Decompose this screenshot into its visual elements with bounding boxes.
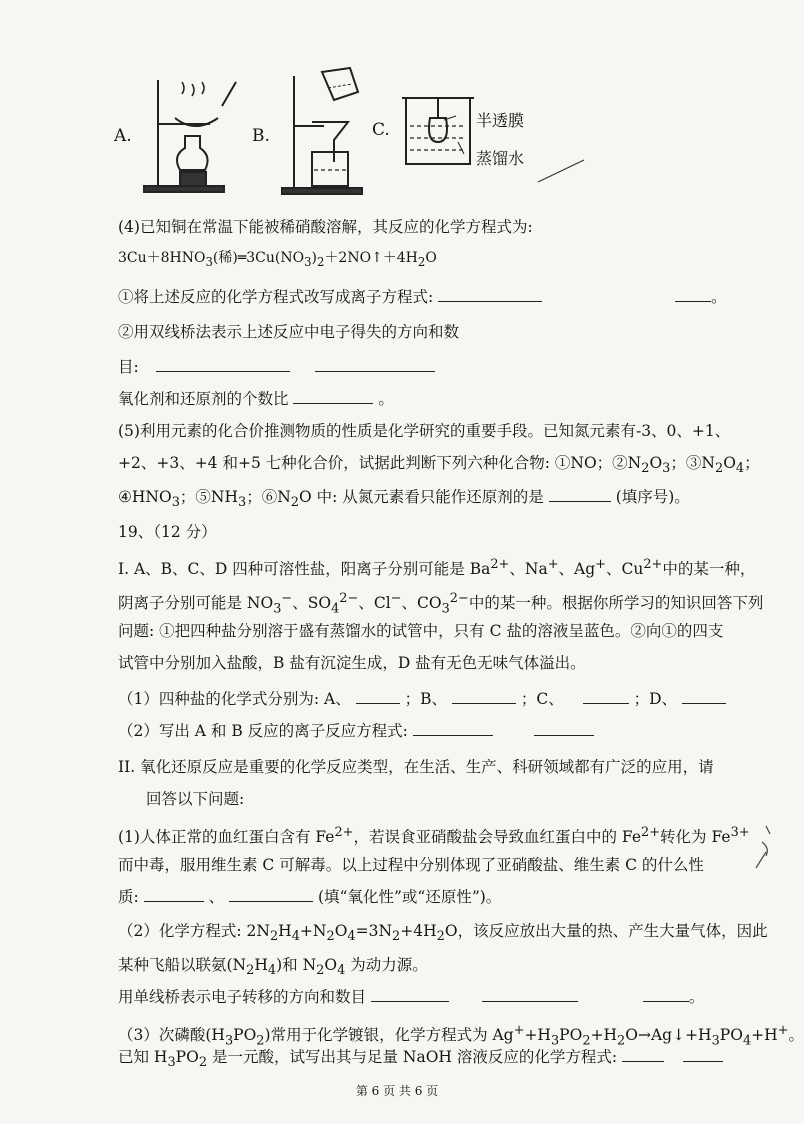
q19-q1-c: ；C、 — [520, 690, 564, 708]
filtration-apparatus-figure — [278, 66, 368, 196]
q4-equation: $3Cu+8HNO_3$(稀)$═3Cu(NO_3)_2+2NO↑+4H_2O$ — [118, 250, 437, 269]
q4-sub3-period: 。 — [378, 390, 394, 408]
q19-ii-q1-hint: (填“氧化性”或“还原性”)。 — [318, 888, 502, 906]
q19-ii-q2-end: 。 — [688, 988, 705, 1006]
q19-q1-blank-b[interactable] — [452, 689, 516, 704]
q4-sub2-blank[interactable] — [156, 357, 290, 372]
q19-ii-q1-blank-1[interactable] — [144, 887, 204, 902]
q19-p1: I. A、B、C、D 四种可溶性盐，阳离子分别可能是 $Ba^{2+}$、Na+、Ag+、$Cu^{2+}$中的某一种， — [118, 557, 756, 579]
q19-p2: 阴离子分别可能是 $NO_3^-$、$SO_4^{2-}$、Cl−、$CO_3^{2-}$中的某一种。根据你所学习的知识回答下列 — [118, 591, 764, 617]
q19-q1-text: （1）四种盐的化学式分别为: A、 — [118, 690, 351, 708]
q4-sub1 — [118, 286, 727, 308]
option-a-label: A. — [114, 126, 132, 146]
option-c-label: C. — [372, 120, 390, 140]
q19-ii-q3-blank-1[interactable] — [622, 1047, 664, 1062]
q4-sub3-blank[interactable] — [293, 389, 373, 404]
q4-sub2-cont — [118, 356, 435, 378]
q19-ii-2: 回答以下问题: — [146, 790, 245, 808]
q19-ii-q2-blank-3[interactable] — [643, 987, 689, 1002]
q19-q1-blank-a[interactable] — [356, 689, 400, 704]
q4-sub1-blank-2[interactable] — [675, 287, 711, 302]
q19-ii-q3-blank-2[interactable] — [683, 1047, 723, 1062]
q19-q1-blank-d[interactable] — [682, 689, 726, 704]
q19-q2-text: （2）写出 A 和 B 反应的离子反应方程式: — [118, 722, 408, 740]
margin-pen-mark — [752, 822, 776, 872]
evaporation-apparatus-figure — [140, 76, 240, 194]
q19-ii-q1-blank-2[interactable] — [229, 887, 313, 902]
q19-ii-q3-line1: （3）次磷酸$(H_3PO_2)$常用于化学镀银，化学方程式为 $Ag^++H_3PO_2+H_2O\to Ag↓+H_3PO_4+H^+$。 — [118, 1023, 804, 1049]
q5-answer-blank[interactable] — [549, 487, 611, 502]
q4-sub1-period: 。 — [711, 288, 727, 306]
q19-ii-q3-line2 — [118, 1046, 723, 1074]
q19-ii-q2-line3 — [118, 986, 704, 1008]
q19-p3: 问题: ①把四种盐分别溶于盛有蒸馏水的试管中，只有 C 盐的溶液呈蓝色。②向①的四支 — [118, 622, 724, 640]
q4-sub2-blank-2[interactable] — [315, 357, 435, 372]
q4-sub3 — [118, 388, 394, 410]
q19-ii-1: II. 氧化还原反应是重要的化学反应类型，在生活、生产、科研领域都有广泛的应用，请 — [118, 758, 714, 776]
page-footer: 第 6 页 共 6 页 — [355, 1084, 439, 1098]
q4-sub3-text: 氧化剂和还原剂的个数比 — [118, 390, 289, 408]
q19-q2 — [118, 720, 594, 742]
q19-header: 19、（12 分） — [118, 523, 217, 541]
q5-line3-end: (填序号)。 — [615, 488, 690, 506]
q4-sub2-cont-text: 目: — [118, 358, 139, 376]
q19-ii-q2-blank-2[interactable] — [482, 987, 578, 1002]
q19-ii-q2-text: 用单线桥表示电子转移的方向和数目 — [118, 988, 367, 1006]
q19-ii-q1-text: 质: — [118, 888, 139, 906]
q19-ii-q2-line1: （2）化学方程式: $2N_2H_4+N_2O_4=3N_2+4H_2O$，该反应放出大量的热、产生大量气体，因此 — [118, 922, 768, 945]
pen-stroke-mark — [536, 158, 586, 184]
q19-ii-q3-text: 已知 $H_3PO_2$ 是一元酸，试写出其与足量 NaOH 溶液反应的化学方程式: — [118, 1048, 618, 1071]
dialysis-apparatus-figure — [398, 92, 478, 172]
option-b-label: B. — [252, 126, 270, 146]
q19-ii-q1-line1: (1)人体正常的血红蛋白含有 $Fe^{2+}$，若误食亚硝酸盐会导致血红蛋白中的 $Fe^{2+}$转化为 $Fe^{3+}$ — [118, 825, 750, 847]
q5-line3-text: $④HNO_3$；$⑤NH_3$；$⑥N_2O$ 中: 从氮元素看只能作还原剂的是 — [118, 488, 544, 511]
membrane-label: 半透膜 — [476, 111, 525, 130]
q19-q1 — [118, 688, 726, 710]
q19-q1-blank-c[interactable] — [583, 689, 629, 704]
q4-sub1-text: ①将上述反应的化学方程式改写成离子方程式: — [118, 288, 434, 306]
q19-q2-blank[interactable] — [413, 721, 493, 736]
q19-ii-q1-line3 — [118, 886, 501, 908]
q4-sub1-blank[interactable] — [438, 287, 542, 302]
q5-line2: +2、+3、+4 和+5 七种化合价，试据此判断下列六种化合物: ①NO；$②N_2O_3$；$③N_2O_4$； — [118, 454, 760, 477]
q19-q2-blank-2[interactable] — [534, 721, 594, 736]
q19-q1-b: ；B、 — [404, 690, 447, 708]
q5-line3 — [118, 486, 690, 514]
q19-ii-q2-blank-1[interactable] — [371, 987, 449, 1002]
q4-sub2: ②用双线桥法表示上述反应中电子得失的方向和数 — [118, 323, 460, 341]
distilled-water-label: 蒸馏水 — [476, 149, 525, 168]
q19-ii-q2-line2: 某种飞船以联氨$(N_2H_4)$和 $N_2O_4$ 为动力源。 — [118, 956, 428, 979]
q19-q1-d: ；D、 — [633, 690, 678, 708]
q19-p4: 试管中分别加入盐酸，B 盐有沉淀生成，D 盐有无色无味气体溢出。 — [118, 654, 586, 672]
q4-intro: (4)已知铜在常温下能被稀硝酸溶解，其反应的化学方程式为: — [118, 218, 533, 236]
q5-line1: (5)利用元素的化合价推测物质的性质是化学研究的重要手段。已知氮元素有-3、0、+1、 — [118, 422, 731, 440]
q19-ii-q1-sep: 、 — [208, 888, 225, 906]
q19-ii-q1-line2: 而中毒，服用维生素 C 可解毒。以上过程中分别体现了亚硝酸盐、维生素 C 的什么性 — [118, 856, 704, 874]
